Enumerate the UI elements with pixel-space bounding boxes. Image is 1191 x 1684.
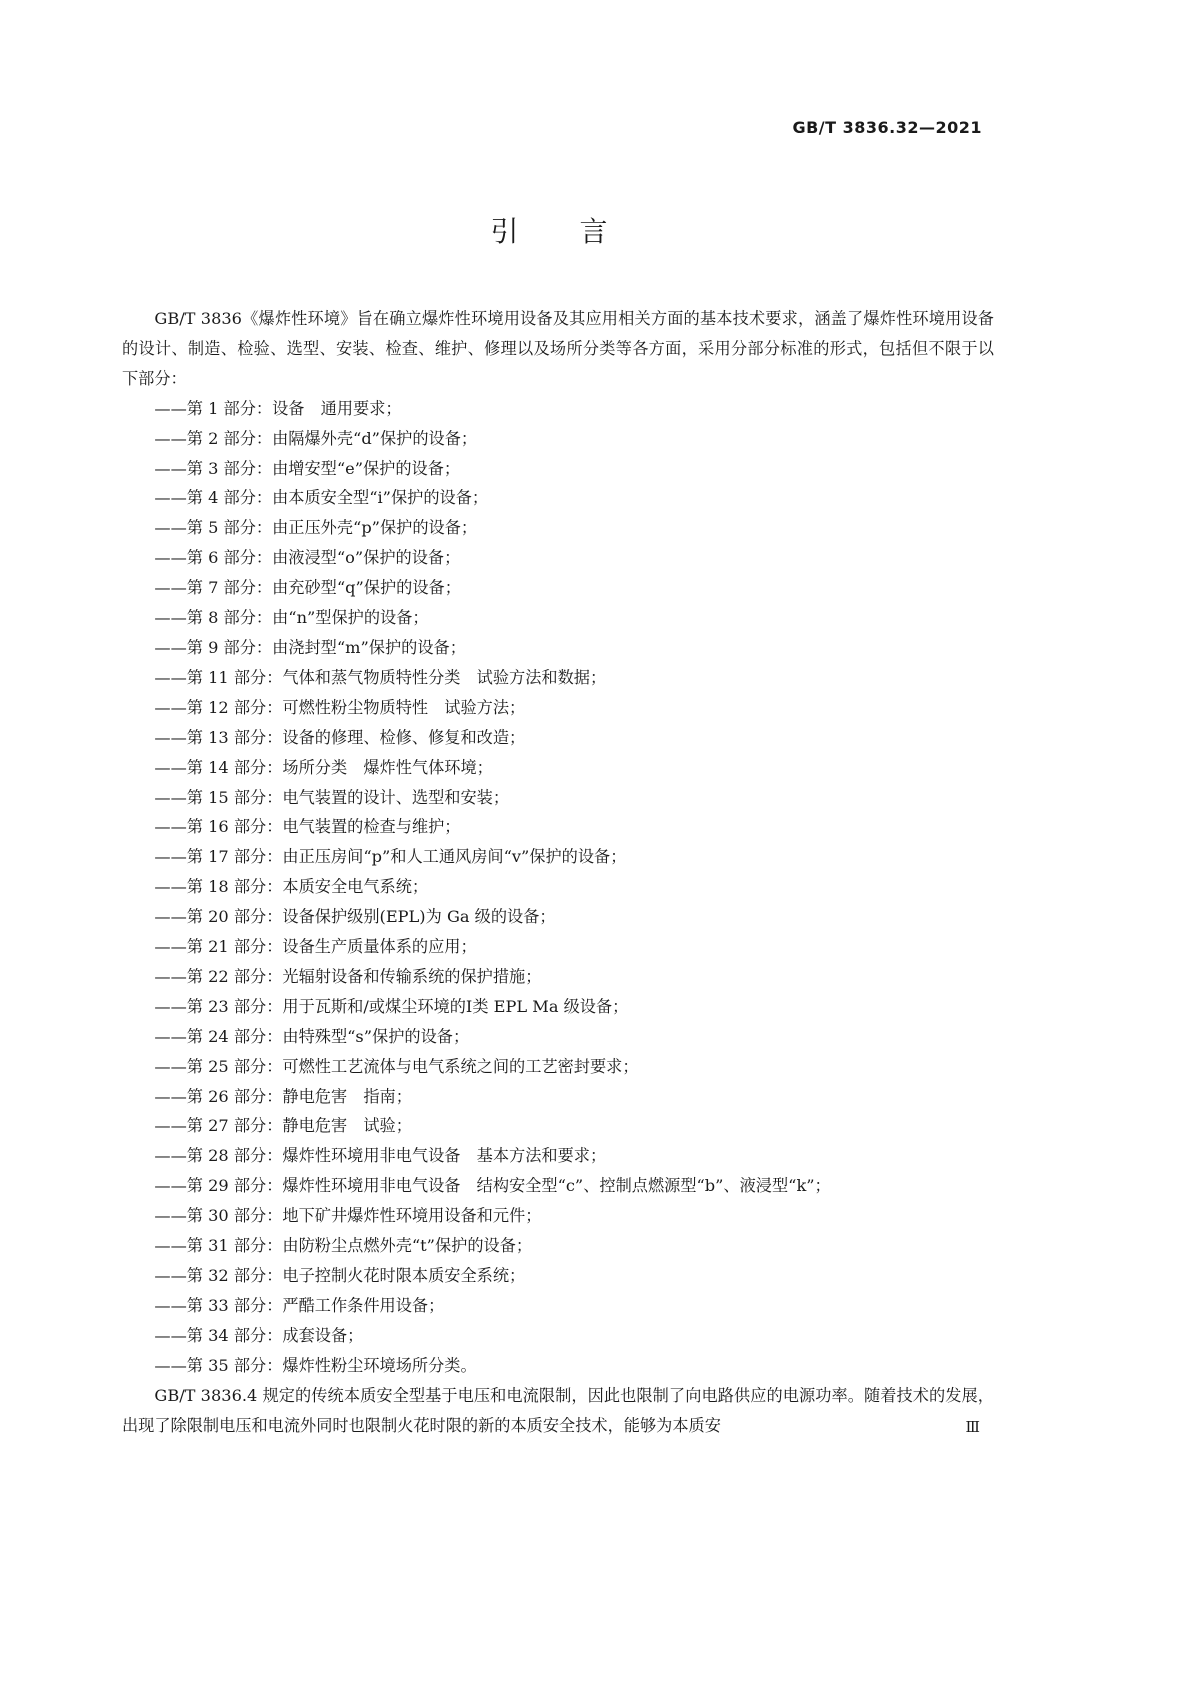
closing-paragraph: GB/T 3836.4 规定的传统本质安全型基于电压和电流限制，因此也限制了向电路供应的电源功率。随着技术的发展，出现了除限制电压和电流外同时也限制火花时限的新的本质安全技术，能够为本质安: [122, 1385, 994, 1435]
list-item: ——第 9 部分：由浇封型“m”保护的设备；: [154, 637, 466, 657]
list-item: ——第 2 部分：由隔爆外壳“d”保护的设备；: [154, 428, 478, 448]
list-item: ——第 22 部分：光辐射设备和传输系统的保护措施；: [154, 966, 542, 986]
document-body: [122, 304, 994, 1440]
list-item: ——第 30 部分：地下矿井爆炸性环境用设备和元件；: [154, 1206, 542, 1226]
list-item: ——第 20 部分：设备保护级别(EPL)为 Ga 级的设备；: [154, 907, 556, 927]
parts-list: [122, 394, 994, 1381]
intro-paragraph: GB/T 3836《爆炸性环境》旨在确立爆炸性环境用设备及其应用相关方面的基本技术要求，涵盖了爆炸性环境用设备的设计、制造、检验、选型、安装、检查、维护、修理以及场所分类等各方面，采用分部分标准的形式，包括但不限于以下部分：: [122, 309, 994, 388]
list-item: ——第 8 部分：由“n”型保护的设备；: [154, 608, 429, 628]
list-item: ——第 31 部分：由防粉尘点燃外壳“t”保护的设备；: [154, 1236, 533, 1256]
list-item: ——第 16 部分：电气装置的检查与维护；: [154, 817, 461, 837]
list-item: ——第 12 部分：可燃性粉尘物质特性 试验方法；: [154, 697, 526, 717]
list-item: ——第 4 部分：由本质安全型“i”保护的设备；: [154, 488, 489, 508]
list-item: ——第 17 部分：由正压房间“p”和人工通风房间“v”保护的设备；: [154, 847, 627, 867]
list-item: ——第 14 部分：场所分类 爆炸性气体环境；: [154, 757, 493, 777]
list-item: ——第 34 部分：成套设备；: [154, 1325, 364, 1345]
list-item: ——第 33 部分：严酷工作条件用设备；: [154, 1295, 445, 1315]
list-item: ——第 32 部分：电子控制火花时限本质安全系统；: [154, 1266, 526, 1285]
list-item: ——第 29 部分：爆炸性环境用非电气设备 结构安全型“c”、控制点燃源型“b”、液浸型“k”；: [154, 1176, 831, 1196]
list-item: ——第 18 部分：本质安全电气系统；: [154, 877, 429, 897]
list-item: ——第 6 部分：由液浸型“o”保护的设备；: [154, 548, 461, 568]
page-title: 引 言: [490, 215, 610, 248]
list-item: ——第 3 部分：由增安型“e”保护的设备；: [154, 458, 461, 478]
list-item: ——第 13 部分：设备的修理、检修、修复和改造；: [154, 727, 526, 747]
list-item: ——第 15 部分：电气装置的设计、选型和安装；: [154, 787, 510, 807]
list-item: ——第 23 部分：用于瓦斯和/或煤尘环境的Ⅰ类 EPL Ma 级设备；: [154, 996, 629, 1016]
list-item: ——第 26 部分：静电危害 指南；: [154, 1086, 412, 1106]
list-item: ——第 7 部分：由充砂型“q”保护的设备；: [154, 578, 461, 598]
standard-number: GB/T 3836.32—2021: [792, 118, 982, 137]
list-item: ——第 1 部分：设备 通用要求；: [154, 398, 402, 418]
list-item: ——第 28 部分：爆炸性环境用非电气设备 基本方法和要求；: [154, 1146, 607, 1166]
page-number: Ⅲ: [965, 1418, 980, 1436]
list-item: ——第 5 部分：由正压外壳“p”保护的设备；: [154, 518, 478, 538]
list-item: ——第 24 部分：由特殊型“s”保护的设备；: [154, 1026, 470, 1046]
list-item: ——第 27 部分：静电危害 试验；: [154, 1116, 412, 1136]
list-item: ——第 21 部分：设备生产质量体系的应用；: [154, 937, 477, 957]
list-item: ——第 35 部分：爆炸性粉尘环境场所分类。: [154, 1355, 477, 1375]
list-item: ——第 25 部分：可燃性工艺流体与电气系统之间的工艺密封要求；: [154, 1056, 639, 1076]
list-item: ——第 11 部分：气体和蒸气物质特性分类 试验方法和数据；: [154, 667, 607, 687]
